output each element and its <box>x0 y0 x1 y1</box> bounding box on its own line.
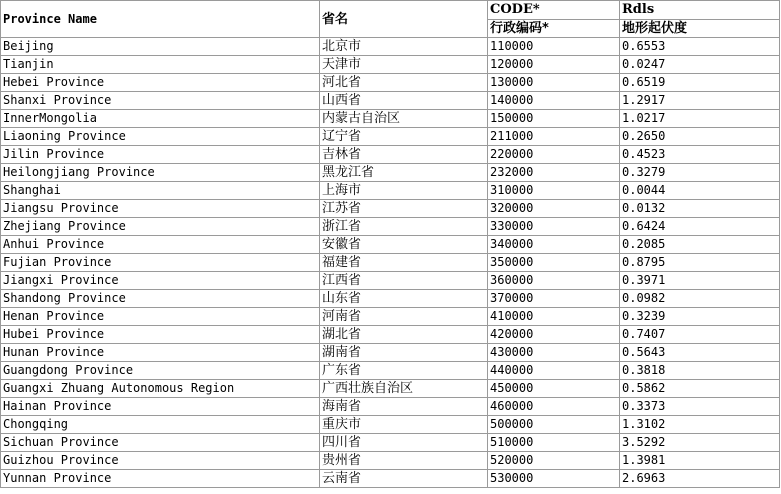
cell-code[interactable]: 120000 <box>488 56 620 74</box>
cell-code[interactable]: 460000 <box>488 398 620 416</box>
table-row <box>1 200 780 218</box>
cell-chinese-name[interactable]: 福建省 <box>320 254 488 272</box>
header-code[interactable]: CODE* <box>488 1 620 20</box>
table-row <box>1 164 780 182</box>
table-body <box>1 38 780 488</box>
header-province-name[interactable]: Province Name <box>1 1 320 38</box>
cell-rdls[interactable]: 0.7407 <box>620 326 780 344</box>
cell-code[interactable]: 440000 <box>488 362 620 380</box>
cell-chinese-name[interactable]: 北京市 <box>320 38 488 56</box>
cell-province-name[interactable]: Yunnan Province <box>1 470 320 488</box>
cell-code[interactable]: 232000 <box>488 164 620 182</box>
cell-rdls[interactable]: 0.3279 <box>620 164 780 182</box>
cell-chinese-name[interactable]: 海南省 <box>320 398 488 416</box>
cell-province-name[interactable]: Hubei Province <box>1 326 320 344</box>
cell-code[interactable]: 211000 <box>488 128 620 146</box>
table-row <box>1 416 780 434</box>
cell-province-name[interactable]: Guangdong Province <box>1 362 320 380</box>
cell-province-name[interactable]: Zhejiang Province <box>1 218 320 236</box>
cell-province-name[interactable]: Shandong Province <box>1 290 320 308</box>
cell-rdls[interactable]: 0.4523 <box>620 146 780 164</box>
cell-rdls[interactable]: 0.6519 <box>620 74 780 92</box>
cell-province-name[interactable]: Shanghai <box>1 182 320 200</box>
cell-code[interactable]: 150000 <box>488 110 620 128</box>
cell-rdls[interactable]: 0.6424 <box>620 218 780 236</box>
cell-province-name[interactable]: Anhui Province <box>1 236 320 254</box>
cell-code[interactable]: 530000 <box>488 470 620 488</box>
cell-rdls[interactable]: 0.0132 <box>620 200 780 218</box>
cell-rdls[interactable]: 0.8795 <box>620 254 780 272</box>
cell-code[interactable]: 320000 <box>488 200 620 218</box>
table-row <box>1 128 780 146</box>
table-row <box>1 254 780 272</box>
cell-code[interactable]: 450000 <box>488 380 620 398</box>
table-row <box>1 470 780 488</box>
cell-chinese-name[interactable]: 江西省 <box>320 272 488 290</box>
cell-rdls[interactable]: 0.5643 <box>620 344 780 362</box>
header-rdls-cn[interactable]: 地形起伏度 <box>620 19 780 38</box>
header-chinese-name[interactable]: 省名 <box>320 1 488 38</box>
table-row <box>1 308 780 326</box>
cell-rdls[interactable]: 0.5862 <box>620 380 780 398</box>
cell-rdls[interactable]: 1.3981 <box>620 452 780 470</box>
cell-rdls[interactable]: 3.5292 <box>620 434 780 452</box>
cell-code[interactable]: 520000 <box>488 452 620 470</box>
cell-code[interactable]: 410000 <box>488 308 620 326</box>
cell-province-name[interactable]: Hainan Province <box>1 398 320 416</box>
table-row <box>1 398 780 416</box>
cell-province-name[interactable]: Henan Province <box>1 308 320 326</box>
cell-rdls[interactable]: 1.2917 <box>620 92 780 110</box>
table-row <box>1 182 780 200</box>
cell-rdls[interactable]: 0.0247 <box>620 56 780 74</box>
cell-code[interactable]: 220000 <box>488 146 620 164</box>
cell-code[interactable]: 360000 <box>488 272 620 290</box>
cell-code[interactable]: 310000 <box>488 182 620 200</box>
cell-chinese-name[interactable]: 内蒙古自治区 <box>320 110 488 128</box>
cell-chinese-name[interactable]: 江苏省 <box>320 200 488 218</box>
table-row <box>1 326 780 344</box>
cell-chinese-name[interactable]: 天津市 <box>320 56 488 74</box>
cell-chinese-name[interactable]: 山西省 <box>320 92 488 110</box>
cell-rdls[interactable]: 0.3971 <box>620 272 780 290</box>
cell-code[interactable]: 110000 <box>488 38 620 56</box>
header-code-cn[interactable]: 行政编码* <box>488 19 620 38</box>
cell-chinese-name[interactable]: 辽宁省 <box>320 128 488 146</box>
cell-rdls[interactable]: 0.0044 <box>620 182 780 200</box>
cell-chinese-name[interactable]: 湖北省 <box>320 326 488 344</box>
cell-province-name[interactable]: Tianjin <box>1 56 320 74</box>
cell-province-name[interactable]: InnerMongolia <box>1 110 320 128</box>
table-row <box>1 92 780 110</box>
cell-province-name[interactable]: Hunan Province <box>1 344 320 362</box>
cell-code[interactable]: 340000 <box>488 236 620 254</box>
cell-code[interactable]: 500000 <box>488 416 620 434</box>
cell-province-name[interactable]: Beijing <box>1 38 320 56</box>
table-row <box>1 272 780 290</box>
cell-code[interactable]: 130000 <box>488 74 620 92</box>
cell-code[interactable]: 510000 <box>488 434 620 452</box>
cell-code[interactable]: 430000 <box>488 344 620 362</box>
table-row <box>1 56 780 74</box>
cell-code[interactable]: 330000 <box>488 218 620 236</box>
table-row <box>1 434 780 452</box>
cell-code[interactable]: 350000 <box>488 254 620 272</box>
cell-rdls[interactable]: 1.3102 <box>620 416 780 434</box>
cell-chinese-name[interactable]: 广东省 <box>320 362 488 380</box>
cell-rdls[interactable]: 0.0982 <box>620 290 780 308</box>
cell-rdls[interactable]: 0.3373 <box>620 398 780 416</box>
cell-code[interactable]: 140000 <box>488 92 620 110</box>
cell-rdls[interactable]: 0.2085 <box>620 236 780 254</box>
cell-rdls[interactable]: 1.0217 <box>620 110 780 128</box>
table-row <box>1 290 780 308</box>
table-row <box>1 74 780 92</box>
cell-chinese-name[interactable]: 吉林省 <box>320 146 488 164</box>
table-row <box>1 362 780 380</box>
cell-rdls[interactable]: 0.6553 <box>620 38 780 56</box>
cell-province-name[interactable]: Shanxi Province <box>1 92 320 110</box>
table-row <box>1 110 780 128</box>
cell-province-name[interactable]: Heilongjiang Province <box>1 164 320 182</box>
table-row <box>1 344 780 362</box>
cell-code[interactable]: 420000 <box>488 326 620 344</box>
cell-chinese-name[interactable]: 河北省 <box>320 74 488 92</box>
cell-province-name[interactable]: Fujian Province <box>1 254 320 272</box>
cell-province-name[interactable]: Hebei Province <box>1 74 320 92</box>
cell-province-name[interactable]: Liaoning Province <box>1 128 320 146</box>
cell-province-name[interactable]: Jiangsu Province <box>1 200 320 218</box>
cell-chinese-name[interactable]: 四川省 <box>320 434 488 452</box>
cell-chinese-name[interactable]: 黑龙江省 <box>320 164 488 182</box>
cell-chinese-name[interactable]: 湖南省 <box>320 344 488 362</box>
cell-rdls[interactable]: 2.6963 <box>620 470 780 488</box>
cell-chinese-name[interactable]: 山东省 <box>320 290 488 308</box>
cell-rdls[interactable]: 0.2650 <box>620 128 780 146</box>
cell-chinese-name[interactable]: 广西壮族自治区 <box>320 380 488 398</box>
cell-chinese-name[interactable]: 贵州省 <box>320 452 488 470</box>
table-row <box>1 380 780 398</box>
cell-province-name[interactable]: Jiangxi Province <box>1 272 320 290</box>
header-rdls[interactable]: Rdls <box>620 1 780 20</box>
cell-province-name[interactable]: Chongqing <box>1 416 320 434</box>
table-row <box>1 236 780 254</box>
cell-province-name[interactable]: Guizhou Province <box>1 452 320 470</box>
cell-province-name[interactable]: Jilin Province <box>1 146 320 164</box>
cell-chinese-name[interactable]: 重庆市 <box>320 416 488 434</box>
cell-chinese-name[interactable]: 安徽省 <box>320 236 488 254</box>
cell-province-name[interactable]: Guangxi Zhuang Autonomous Region <box>1 380 320 398</box>
table-row <box>1 218 780 236</box>
cell-chinese-name[interactable]: 河南省 <box>320 308 488 326</box>
table-row <box>1 452 780 470</box>
cell-code[interactable]: 370000 <box>488 290 620 308</box>
cell-chinese-name[interactable]: 上海市 <box>320 182 488 200</box>
cell-rdls[interactable]: 0.3239 <box>620 308 780 326</box>
cell-rdls[interactable]: 0.3818 <box>620 362 780 380</box>
table-row <box>1 146 780 164</box>
table-row <box>1 38 780 56</box>
cell-chinese-name[interactable]: 浙江省 <box>320 218 488 236</box>
cell-province-name[interactable]: Sichuan Province <box>1 434 320 452</box>
cell-chinese-name[interactable]: 云南省 <box>320 470 488 488</box>
